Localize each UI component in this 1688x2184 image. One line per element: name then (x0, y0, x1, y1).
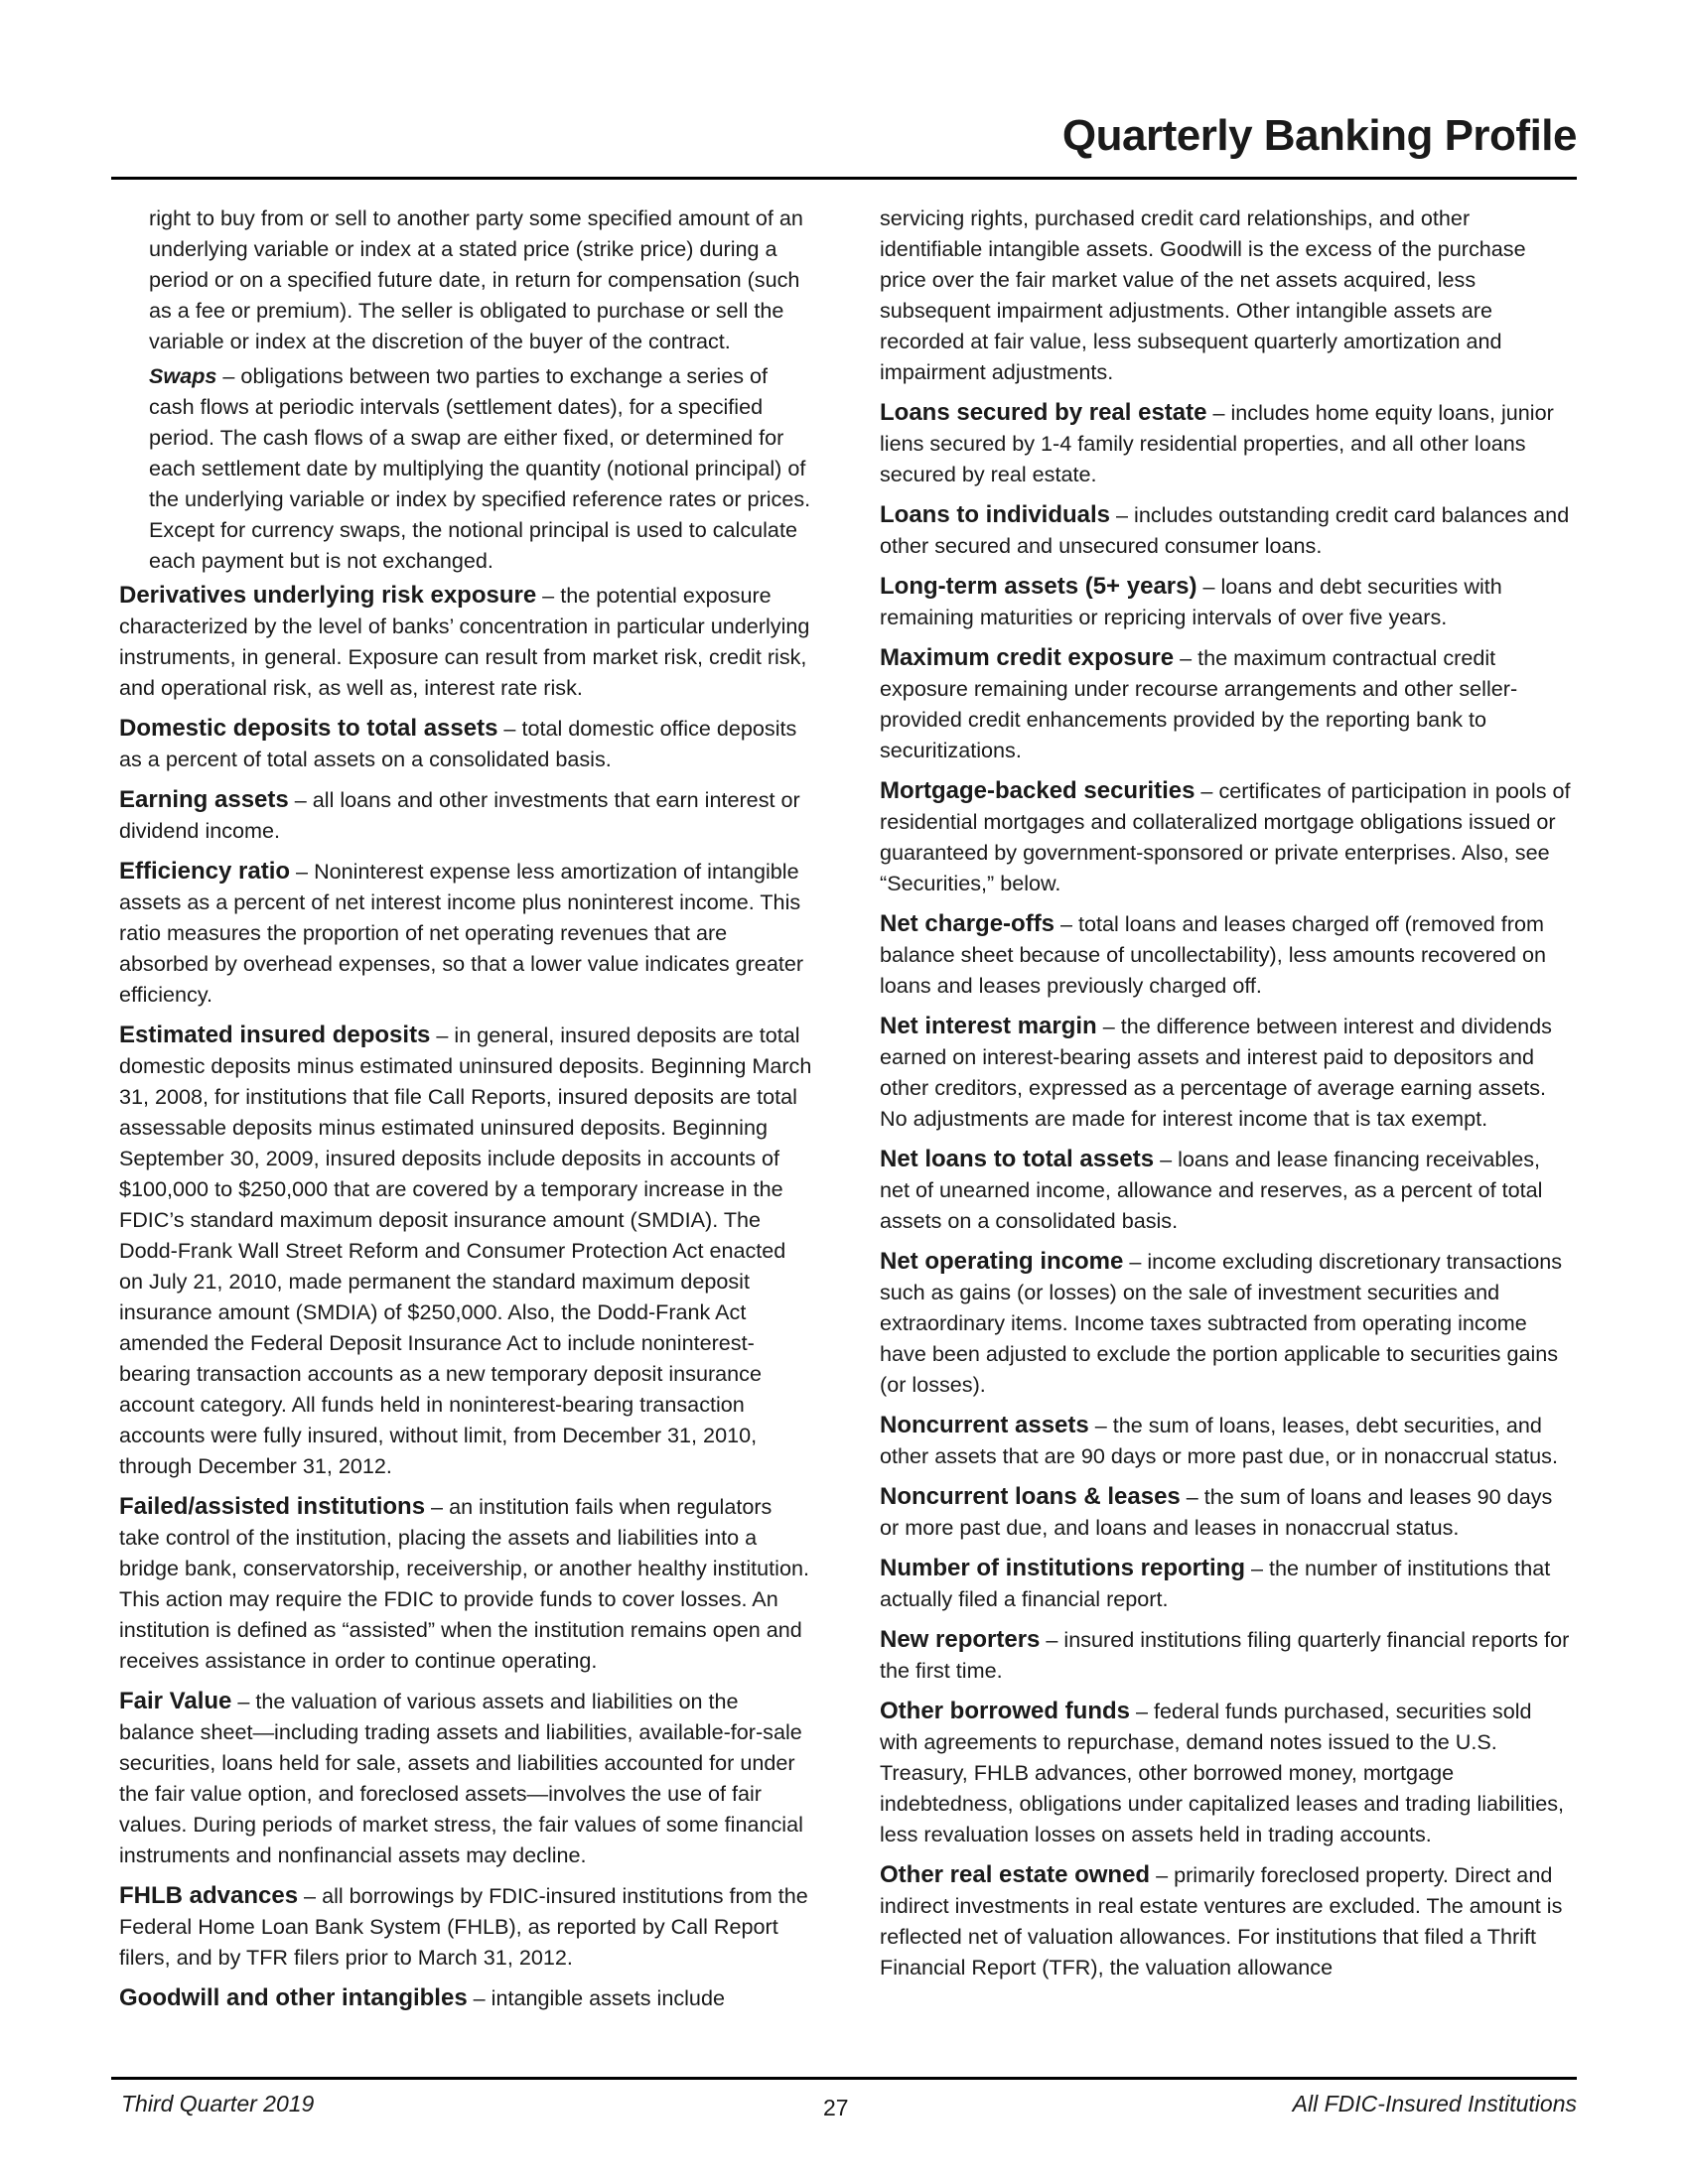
glossary-term: Long-term assets (5+ years) (880, 573, 1197, 600)
glossary-definition: – all loans and other investments that earn interest or dividend income. (119, 787, 800, 843)
continuation-text: servicing rights, purchased credit card relationships, and other identifiable intangible assets. Goodwill is the excess of the purchase price over the fair market value of the net assets acquired, less subsequent impairment adjustments. Other intangible assets are recorded at fair value, less subsequent quarterly amortization and impairment adjustments. (880, 205, 1526, 384)
glossary-definition: – intangible assets include (467, 1985, 725, 2010)
glossary-entry (119, 1491, 814, 1676)
glossary-entry (880, 775, 1575, 898)
footer-rule (111, 2077, 1577, 2080)
glossary-term: Net operating income (880, 1248, 1124, 1275)
glossary-entry (880, 1624, 1575, 1686)
footer-edition: Third Quarter 2019 (121, 2091, 315, 2116)
glossary-definition: – primarily foreclosed property. Direct and indirect investments in real estate ventures are excluded. The amount is reflected net of valuation allowances. For institutions that filed a Thrift Financial Report (TFR), the valuation allowance (880, 1862, 1563, 1979)
glossary-definition: – loans and lease financing receivables, net of unearned income, allowance and reserves, as a percent of total assets on a consolidated basis. (880, 1147, 1543, 1233)
glossary-definition: – all borrowings by FDIC-insured institutions from the Federal Home Loan Bank System (FHLB), as reported by Call Report filers, and by TFR filers prior to March 31, 2012. (119, 1883, 808, 1970)
glossary-term: Other real estate owned (880, 1861, 1151, 1888)
glossary-entry (880, 1011, 1575, 1134)
header-rule (111, 177, 1577, 180)
glossary-term: Earning assets (119, 786, 289, 813)
glossary-definition: – total loans and leases charged off (removed from balance sheet because of uncollectability), less amounts recovered on loans and leases previously charged off. (880, 911, 1546, 998)
glossary-definition: – the number of institutions that actually filed a financial report. (880, 1556, 1551, 1611)
glossary-term: Net interest margin (880, 1013, 1097, 1039)
continuation-text: right to buy from or sell to another party some specified amount of an underlying variable or index at a stated price (strike price) during a period or on a specified future date, in return for compensation (such as a fee or premium). The seller is obligated to purchase or sell the variable or index at the discretion of the buyer of the contract. (149, 205, 803, 353)
footer-section: All FDIC-Insured Institutions (1292, 2091, 1577, 2116)
glossary-entry (119, 1686, 814, 1870)
glossary-term: Net charge-offs (880, 910, 1055, 937)
glossary-entry (880, 1553, 1575, 1614)
glossary-entry (880, 1246, 1575, 1400)
glossary-term: Noncurrent loans & leases (880, 1483, 1181, 1510)
glossary-entry (880, 1859, 1575, 1982)
glossary-entry (119, 713, 814, 774)
glossary-definition: – certificates of participation in pools of residential mortgages and collateralized mortgage obligations issued or guaranteed by government-sponsored or private enterprises. Also, see “Securities,” below. (880, 778, 1571, 895)
glossary-term: Fair Value (119, 1688, 232, 1714)
left-column (119, 203, 814, 2023)
glossary-term: Other borrowed funds (880, 1698, 1130, 1724)
glossary-term: Net loans to total assets (880, 1146, 1155, 1172)
glossary-term: New reporters (880, 1626, 1041, 1653)
glossary-term: Efficiency ratio (119, 858, 291, 885)
glossary-definition: – income excluding discretionary transactions such as gains (or losses) on the sale of investment securities and extraordinary items. Income taxes subtracted from operating income have been adjusted to exclude the portion applicable to securities gains (or losses). (880, 1249, 1563, 1397)
glossary-definition: – includes home equity loans, junior liens secured by 1-4 family residential properties, and all other loans secured by real estate. (880, 400, 1554, 486)
glossary-term: Mortgage-backed securities (880, 777, 1196, 804)
glossary-definition: – insured institutions filing quarterly financial reports for the first time. (880, 1627, 1570, 1683)
glossary-entry (880, 571, 1575, 632)
glossary-entry (119, 1020, 814, 1481)
page-title: Quarterly Banking Profile (1061, 111, 1577, 160)
glossary-definition: – the valuation of various assets and liabilities on the balance sheet—including trading assets and liabilities, available-for-sale securities, loans held for sale, assets and liabilities accounted for under the fair value option, and foreclosed assets—involves the use of fair values. During periods of market stress, the fair values of some financial instruments and nonfinancial assets may decline. (119, 1689, 803, 1867)
glossary-definition: – Noninterest expense less amortization of intangible assets as a percent of net interest income plus noninterest income. This ratio measures the proportion of net operating revenues that are absorbed by overhead expenses, so that a lower value indicates greater efficiency. (119, 859, 804, 1007)
glossary-definition: – the maximum contractual credit exposure remaining under recourse arrangements and other seller-provided credit enhancements provided by the reporting bank to securitizations. (880, 645, 1518, 762)
glossary-definition: – includes outstanding credit card balances and other secured and unsecured consumer loans. (880, 502, 1570, 558)
glossary-definition: – the sum of loans and leases 90 days or more past due, and loans and leases in nonaccrual status. (880, 1484, 1553, 1540)
glossary-entry (119, 856, 814, 1010)
page-number: 27 (823, 2095, 849, 2120)
glossary-entry (119, 1982, 814, 2013)
glossary-definition: – the potential exposure characterized by the level of banks’ concentration in particular underlying instruments, in general. Exposure can result from market risk, credit risk, and operational risk, as well as, interest rate risk. (119, 583, 810, 700)
glossary-term: Failed/assisted institutions (119, 1493, 426, 1520)
glossary-term: Estimated insured deposits (119, 1022, 431, 1048)
glossary-term: Noncurrent assets (880, 1412, 1089, 1438)
glossary-term: Goodwill and other intangibles (119, 1984, 468, 2011)
glossary-entry (880, 908, 1575, 1001)
glossary-definition: – obligations between two parties to exchange a series of cash flows at periodic intervals (settlement dates), for a specified period. The cash flows of a swap are either fixed, or determined for each settlement date by multiplying the quantity (notional principal) of the underlying variable or index by specified reference rates or prices. Except for currency swaps, the notional principal is used to calculate each payment but is not exchanged. (149, 363, 811, 573)
glossary-definition: – the sum of loans, leases, debt securities, and other assets that are 90 days or more past due, or in nonaccrual status. (880, 1413, 1558, 1468)
glossary-term: Loans to individuals (880, 501, 1111, 528)
glossary-definition: – loans and debt securities with remaining maturities or repricing intervals of over five years. (880, 574, 1502, 629)
glossary-term: Maximum credit exposure (880, 644, 1175, 671)
glossary-definition: – the difference between interest and dividends earned on interest-bearing assets and interest paid to depositors and other creditors, expressed as a percentage of average earning assets. No adjustments are made for interest income that is tax exempt. (880, 1014, 1552, 1131)
glossary-entry (880, 1144, 1575, 1236)
glossary-entry (119, 1880, 814, 1973)
right-column (880, 203, 1575, 1992)
glossary-term: Domestic deposits to total assets (119, 715, 498, 742)
glossary-definition: – in general, insured deposits are total domestic deposits minus estimated uninsured deposits. Beginning March 31, 2008, for institutions that file Call Reports, insured deposits are total assessable deposits minus estimated uninsured deposits. Beginning September 30, 2009, insured deposits include deposits in accounts of $100,000 to $250,000 that are covered by a temporary increase in the FDIC’s standard maximum deposit insurance amount (SMDIA). The Dodd-Frank Wall Street Reform and Consumer Protection Act enacted on July 21, 2010, made permanent the standard maximum deposit insurance amount (SMDIA) of $250,000. Also, the Dodd-Frank Act amended the Federal Deposit Insurance Act to include noninterest-bearing transaction accounts as a new temporary deposit insurance account category. All funds held in noninterest-bearing transaction accounts were fully insured, without limit, from December 31, 2010, through December 31, 2012. (119, 1023, 812, 1478)
glossary-entry (880, 642, 1575, 765)
glossary-entry (880, 1481, 1575, 1543)
glossary-term: FHLB advances (119, 1882, 299, 1909)
glossary-entry (880, 1696, 1575, 1849)
glossary-definition: – total domestic office deposits as a percent of total assets on a consolidated basis. (119, 716, 797, 771)
glossary-entry (119, 580, 814, 703)
glossary-entry (880, 499, 1575, 561)
glossary-term: Derivatives underlying risk exposure (119, 582, 537, 609)
glossary-term: Swaps (149, 363, 217, 388)
glossary-entry (119, 784, 814, 846)
glossary-entry (880, 1410, 1575, 1471)
glossary-term: Number of institutions reporting (880, 1555, 1245, 1581)
glossary-term: Loans secured by real estate (880, 399, 1207, 426)
glossary-entry-swaps (149, 360, 814, 576)
glossary-entry (880, 397, 1575, 489)
glossary-definition: – federal funds purchased, securities sold with agreements to repurchase, demand notes issued to the U.S. Treasury, FHLB advances, other borrowed money, mortgage indebtedness, obligations under capitalized leases and trading liabilities, less revaluation losses on assets held in trading accounts. (880, 1699, 1565, 1846)
glossary-definition: – an institution fails when regulators take control of the institution, placing the assets and liabilities into a bridge bank, conservatorship, receivership, or another healthy institution. This action may require the FDIC to provide funds to cover losses. An institution is defined as “assisted” when the institution remains open and receives assistance in order to continue operating. (119, 1494, 809, 1673)
